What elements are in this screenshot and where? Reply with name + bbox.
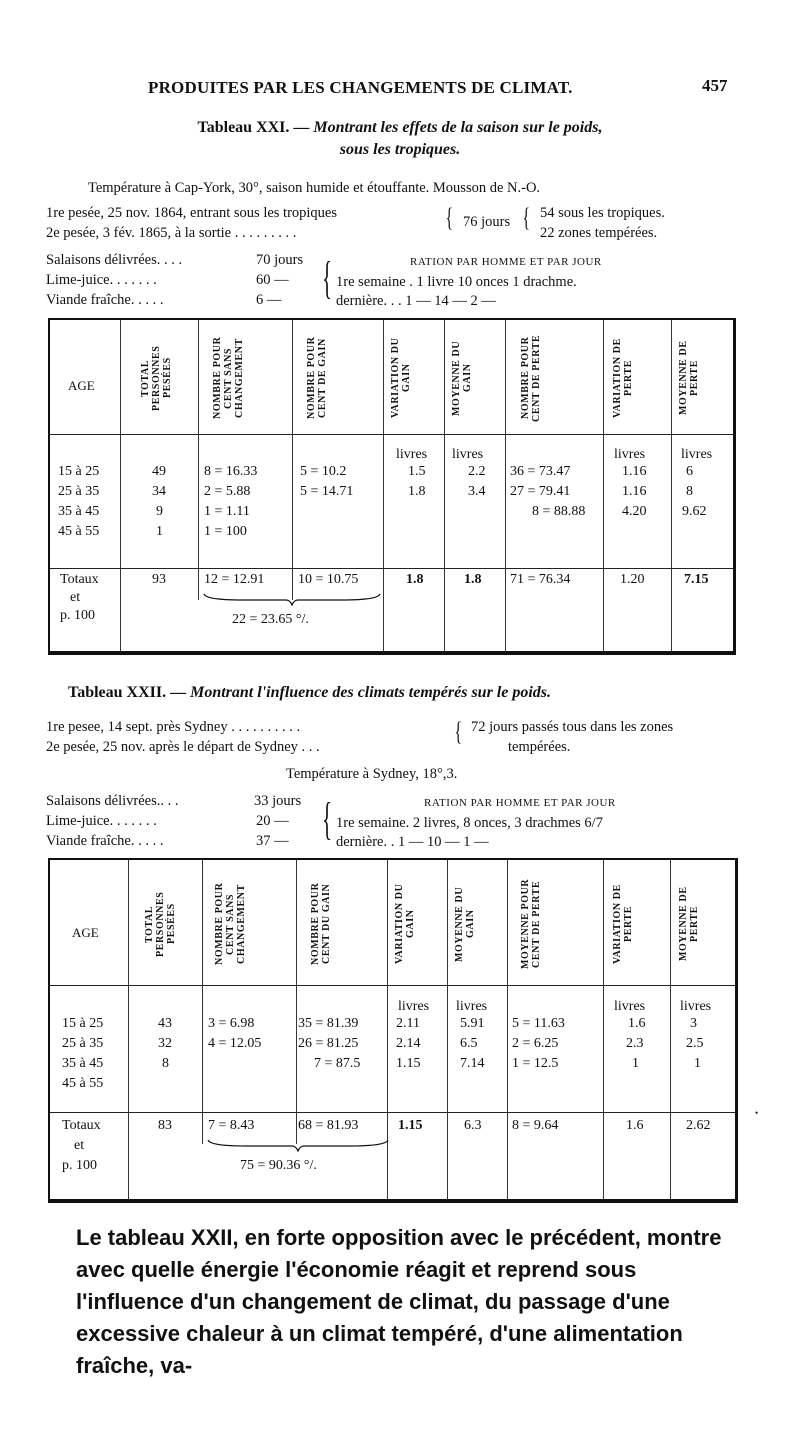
table-21-header-rule <box>50 434 734 435</box>
column-divider <box>603 320 604 652</box>
cell-age: 45 à 55 <box>62 1076 104 1091</box>
cell-age: 35 à 45 <box>58 504 100 519</box>
cell-age: 15 à 25 <box>58 464 100 479</box>
table-22-pesee-1: 1re pesee, 14 sept. près Sydney . . . . . . . . . . <box>46 719 301 735</box>
header-var-perte: VARIATION DE PERTE <box>612 338 634 418</box>
cell-age: 25 à 35 <box>58 484 100 499</box>
cell-total: 32 <box>158 1036 172 1051</box>
cell-moy-gain: 5.91 <box>460 1016 485 1031</box>
cell-perte: 2 = 6.25 <box>512 1036 559 1051</box>
cell-sans: 1 = 1.11 <box>204 504 250 519</box>
column-divider <box>292 320 293 600</box>
column-divider <box>505 320 506 652</box>
table-22-totals-rule <box>50 1112 736 1113</box>
table-21-temperature: Température à Cap-York, 30°, saison humide et étouffante. Mousson de N.-O. <box>88 180 541 196</box>
table-22-label: Tableau XXII. — <box>68 684 187 701</box>
running-title: PRODUITES PAR LES CHANGEMENTS DE CLIMAT. <box>148 78 573 97</box>
header-total: TOTAL PERSONNES PESÉES <box>140 345 173 411</box>
cell-sans: 8 = 16.33 <box>204 464 258 479</box>
column-divider <box>296 860 297 1144</box>
cell-var-perte: 1 <box>632 1056 639 1071</box>
cell-moy-gain: 3.4 <box>468 484 486 499</box>
brace-underline-icon <box>202 592 382 606</box>
table-21-ration-head: RATION PAR HOMME ET PAR JOUR <box>410 256 602 268</box>
cell-sans: 4 = 12.05 <box>208 1036 262 1051</box>
totals-combined: 22 = 23.65 °/. <box>232 612 309 627</box>
table-22-header-rule <box>50 985 736 986</box>
totals-var-perte: 1.20 <box>620 572 645 587</box>
table-22-lime-value: 20 — <box>256 813 289 829</box>
table-21-subtitle: sous les tropiques. <box>339 141 461 158</box>
cell-perte: 36 = 73.47 <box>510 464 571 479</box>
cell-moy-perte: 6 <box>686 464 693 479</box>
totals-var-gain: 1.15 <box>398 1118 423 1133</box>
cell-gain: 5 = 10.2 <box>300 464 347 479</box>
unit-livres: livres <box>614 999 646 1014</box>
unit-livres: livres <box>396 447 428 462</box>
header-total: TOTAL PERSONNES PESÉES <box>144 891 177 957</box>
table-22-pesee-2: 2e pesée, 25 nov. après le départ de Sydney . . . <box>46 739 320 755</box>
column-divider <box>444 320 445 652</box>
totals-label: Totaux <box>62 1118 101 1133</box>
cell-moy-perte: 2.5 <box>686 1036 704 1051</box>
cell-age: 25 à 35 <box>62 1036 104 1051</box>
brace-icon: { <box>522 203 530 232</box>
header-perte: NOMBRE POUR CENT DE PERTE <box>520 334 542 422</box>
table-22-ration-2: dernière. . 1 — 10 — 1 — <box>336 834 489 850</box>
table-22-viande-value: 37 — <box>256 833 289 849</box>
table-22-salaisons-value: 33 jours <box>254 793 302 809</box>
column-divider <box>670 860 671 1200</box>
header-var-gain: VARIATION DU GAIN <box>394 883 416 965</box>
header-gain: NOMBRE POUR CENT DE GAIN <box>306 336 328 420</box>
totals-var-perte: 1.6 <box>626 1118 644 1133</box>
cell-var-gain: 2.11 <box>396 1016 420 1031</box>
column-divider <box>128 860 129 1200</box>
unit-livres: livres <box>681 447 713 462</box>
header-moy-gain: MOYENNE DU GAIN <box>454 886 476 962</box>
table-21-lime-value: 60 — <box>256 272 289 288</box>
totals-moy-gain: 6.3 <box>464 1118 482 1133</box>
column-divider <box>671 320 672 652</box>
table-21-title-text: Montrant les effets de la saison sur le poids, <box>313 119 603 136</box>
cell-perte: 5 = 11.63 <box>512 1016 565 1031</box>
brace-underline-icon <box>206 1138 390 1152</box>
table-21-viande: Viande fraîche. . . . . <box>46 292 164 308</box>
table-22-ration-head: RATION PAR HOMME ET PAR JOUR <box>424 797 616 809</box>
unit-livres: livres <box>614 447 646 462</box>
totals-moy-gain: 1.8 <box>464 572 482 587</box>
table-21-ration-1: 1re semaine . 1 livre 10 onces 1 drachme. <box>336 274 577 290</box>
totals-label: Totaux <box>60 572 99 587</box>
table-21-right-2: 22 zones tempérées. <box>540 225 658 241</box>
cell-var-gain: 1.15 <box>396 1056 421 1071</box>
table-21-viande-value: 6 — <box>256 292 282 308</box>
cell-total: 8 <box>162 1056 169 1071</box>
totals-label: p. 100 <box>62 1158 97 1173</box>
cell-moy-gain: 7.14 <box>460 1056 485 1071</box>
cell-gain: 26 = 81.25 <box>298 1036 359 1051</box>
unit-livres: livres <box>456 999 488 1014</box>
table-21-pesee-2: 2e pesée, 3 fév. 1865, à la sortie . . . . . . . . . <box>46 225 297 241</box>
column-divider <box>198 320 199 600</box>
table-22-title <box>68 684 551 702</box>
header-moy-gain: MOYENNE DU GAIN <box>451 340 473 416</box>
cell-perte: 1 = 12.5 <box>512 1056 559 1071</box>
totals-gain: 10 = 10.75 <box>298 572 359 587</box>
cell-total: 1 <box>156 524 163 539</box>
cell-gain: 35 = 81.39 <box>298 1016 359 1031</box>
table-22-right-1: 72 jours passés tous dans les zones <box>471 719 674 735</box>
header-age: AGE <box>72 925 99 940</box>
totals-label: et <box>70 590 81 605</box>
header-perte: MOYENNE POUR CENT DE PERTE <box>520 878 542 970</box>
header-sans-changement: NOMBRE POUR CENT SANS CHANGEMENT <box>212 336 245 420</box>
stray-mark: • <box>755 1108 759 1118</box>
table-21-salaisons-value: 70 jours <box>256 252 304 268</box>
totals-sans: 7 = 8.43 <box>208 1118 255 1133</box>
totals-moy-perte: 2.62 <box>686 1118 711 1133</box>
totals-moy-perte: 7.15 <box>684 572 709 587</box>
totals-label: p. 100 <box>60 608 95 623</box>
body-paragraph: Le tableau XXII, en forte opposition avec le précédent, montre avec quelle énergie l'économie réagit et reprend sous l'influence d'un changement de climat, du passage d'une excessive chaleur à un climat tempéré, d'une alimentation fraîche, va- <box>76 1225 722 1378</box>
table-21-jours: 76 jours <box>463 214 511 230</box>
cell-moy-gain: 6.5 <box>460 1036 478 1051</box>
cell-perte: 8 = 88.88 <box>532 504 586 519</box>
cell-sans: 2 = 5.88 <box>204 484 251 499</box>
cell-age: 35 à 45 <box>62 1056 104 1071</box>
cell-total: 34 <box>152 484 166 499</box>
table-21-label: Tableau XXI. — <box>197 119 310 136</box>
table-21-right-1: 54 sous les tropiques. <box>540 205 665 221</box>
totals-total: 93 <box>152 572 166 587</box>
cell-moy-gain: 2.2 <box>468 464 486 479</box>
cell-gain: 7 = 87.5 <box>314 1056 361 1071</box>
cell-sans: 3 = 6.98 <box>208 1016 255 1031</box>
cell-var-perte: 1.16 <box>622 484 647 499</box>
totals-perte: 8 = 9.64 <box>512 1118 559 1133</box>
totals-label: et <box>74 1138 85 1153</box>
header-gain: NOMBRE POUR CENT DU GAIN <box>310 882 332 966</box>
column-divider <box>383 320 384 652</box>
header-moy-perte: MOYENNE DE PERTE <box>678 886 700 962</box>
column-divider <box>120 320 121 652</box>
cell-moy-perte: 1 <box>694 1056 701 1071</box>
header-var-perte: VARIATION DE PERTE <box>612 884 634 964</box>
table-21-title <box>0 119 800 137</box>
table-22-salaisons: Salaisons délivrées.. . . <box>46 793 179 809</box>
cell-gain: 5 = 14.71 <box>300 484 354 499</box>
column-divider <box>603 860 604 1200</box>
page-number: 457 <box>702 76 728 95</box>
column-divider <box>202 860 203 1144</box>
brace-icon: { <box>322 793 333 844</box>
cell-moy-perte: 3 <box>690 1016 697 1031</box>
cell-age: 45 à 55 <box>58 524 100 539</box>
cell-var-perte: 1.6 <box>628 1016 646 1031</box>
header-var-gain: VARIATION DU GAIN <box>390 337 412 419</box>
unit-livres: livres <box>398 999 430 1014</box>
table-21-lime: Lime-juice. . . . . . . <box>46 272 157 288</box>
table-22-lime: Lime-juice. . . . . . . <box>46 813 157 829</box>
cell-total: 9 <box>156 504 163 519</box>
cell-total: 43 <box>158 1016 172 1031</box>
table-21-pesee-1: 1re pesée, 25 nov. 1864, entrant sous les tropiques <box>46 205 338 221</box>
header-age: AGE <box>68 378 95 393</box>
cell-var-gain: 1.8 <box>408 484 426 499</box>
brace-icon: { <box>322 252 333 303</box>
table-21-totals-rule <box>50 568 734 569</box>
cell-perte: 27 = 79.41 <box>510 484 571 499</box>
cell-var-perte: 1.16 <box>622 464 647 479</box>
brace-icon: { <box>454 717 462 746</box>
totals-var-gain: 1.8 <box>406 572 424 587</box>
totals-combined: 75 = 90.36 °/. <box>240 1158 317 1173</box>
table-22-title-text: Montrant l'influence des climats tempérés sur le poids. <box>190 684 552 701</box>
cell-moy-perte: 9.62 <box>682 504 707 519</box>
totals-perte: 71 = 76.34 <box>510 572 571 587</box>
totals-total: 83 <box>158 1118 172 1133</box>
brace-icon: { <box>445 203 453 232</box>
table-22-viande: Viande fraîche. . . . . <box>46 833 164 849</box>
table-22-right-2: tempérées. <box>508 739 571 755</box>
table-21-ration-2: dernière. . . 1 — 14 — 2 — <box>336 293 496 309</box>
cell-total: 49 <box>152 464 166 479</box>
cell-moy-perte: 8 <box>686 484 693 499</box>
table-21-salaisons: Salaisons délivrées. . . . <box>46 252 183 268</box>
cell-var-perte: 4.20 <box>622 504 647 519</box>
cell-var-gain: 1.5 <box>408 464 426 479</box>
totals-sans: 12 = 12.91 <box>204 572 265 587</box>
header-sans-changement: NOMBRE POUR CENT SANS CHANGEMENT <box>214 882 247 966</box>
cell-age: 15 à 25 <box>62 1016 104 1031</box>
cell-var-perte: 2.3 <box>626 1036 644 1051</box>
column-divider <box>507 860 508 1200</box>
header-moy-perte: MOYENNE DE PERTE <box>678 340 700 416</box>
column-divider <box>447 860 448 1200</box>
unit-livres: livres <box>680 999 712 1014</box>
totals-gain: 68 = 81.93 <box>298 1118 359 1133</box>
cell-var-gain: 2.14 <box>396 1036 421 1051</box>
unit-livres: livres <box>452 447 484 462</box>
table-22-ration-1: 1re semaine. 2 livres, 8 onces, 3 drachmes 6/7 <box>336 815 603 831</box>
table-22-temperature: Température à Sydney, 18°,3. <box>286 766 458 782</box>
cell-sans: 1 = 100 <box>204 524 247 539</box>
